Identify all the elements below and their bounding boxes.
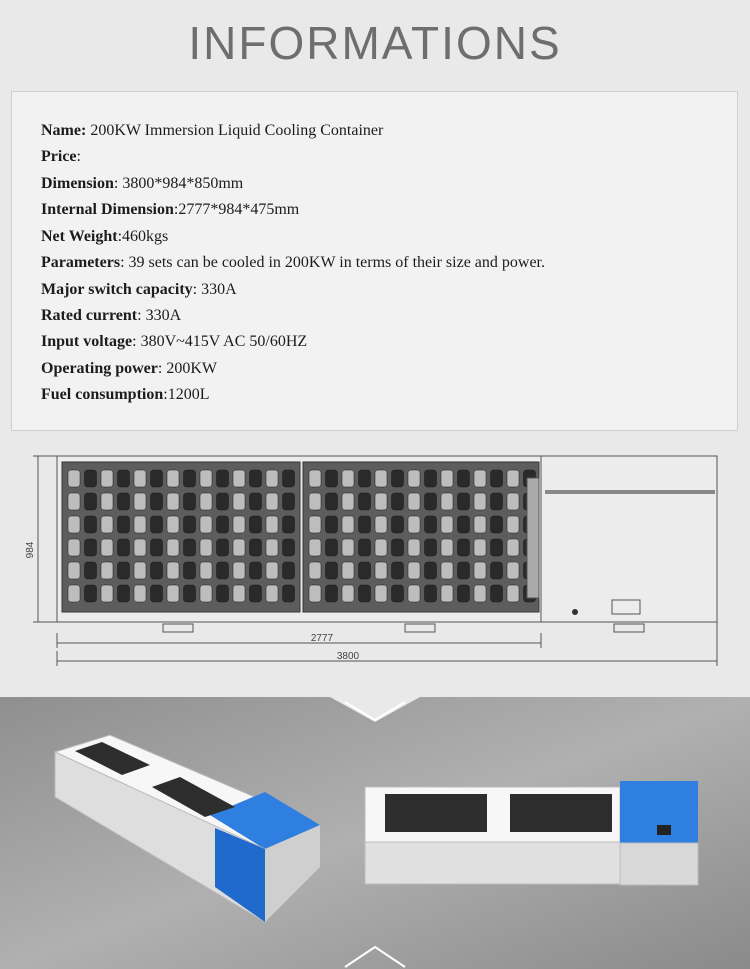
server-unit [375,470,387,487]
server-unit [68,493,80,510]
server-unit [85,516,97,533]
server-unit [309,562,321,579]
server-unit [184,470,196,487]
server-unit [507,516,519,533]
server-unit [101,562,113,579]
server-unit [441,562,453,579]
server-unit [184,516,196,533]
spec-operating-power: Operating power: 200KW [41,360,217,377]
server-unit [425,493,437,510]
drawing-svg [0,448,750,688]
server-unit [441,585,453,602]
server-unit [392,470,404,487]
server-unit [68,470,80,487]
height-label: 984 [25,541,36,559]
server-unit [474,539,486,556]
server-unit [425,516,437,533]
server-unit [458,493,470,510]
server-unit [167,516,179,533]
server-unit [342,470,354,487]
server-unit [250,539,262,556]
server-unit [85,493,97,510]
server-unit [68,585,80,602]
server-unit [507,539,519,556]
server-unit [233,585,245,602]
server-unit [68,539,80,556]
container-photo-front [365,781,698,885]
server-unit [441,493,453,510]
server-unit [425,562,437,579]
server-unit [458,470,470,487]
server-unit [507,562,519,579]
server-unit [359,562,371,579]
spec-fuel-consumption: Fuel consumption:1200L [41,386,210,403]
server-unit [233,562,245,579]
server-unit [342,585,354,602]
server-unit [217,585,229,602]
server-unit [167,539,179,556]
server-unit [458,562,470,579]
server-unit [151,539,163,556]
server-unit [474,585,486,602]
spec-name: Name: 200KW Immersion Liquid Cooling Container [41,122,384,139]
server-unit [250,516,262,533]
server-unit [441,470,453,487]
server-unit [309,539,321,556]
server-unit [408,493,420,510]
server-unit [375,539,387,556]
server-unit [101,539,113,556]
server-unit [283,516,295,533]
server-unit [375,585,387,602]
server-unit [283,585,295,602]
server-unit [217,539,229,556]
server-unit [266,539,278,556]
server-unit [359,585,371,602]
server-unit [458,585,470,602]
server-unit [392,539,404,556]
server-unit [425,585,437,602]
server-unit [266,562,278,579]
server-unit [408,516,420,533]
server-unit [359,539,371,556]
server-unit [85,562,97,579]
server-unit [151,585,163,602]
product-photos [0,697,750,969]
server-unit [217,516,229,533]
server-unit [507,585,519,602]
server-unit [134,493,146,510]
server-unit [151,562,163,579]
server-unit [408,470,420,487]
technical-drawing [0,448,750,688]
server-unit [151,516,163,533]
spec-major-switch: Major switch capacity: 330A [41,281,237,298]
server-unit [392,585,404,602]
server-unit [200,585,212,602]
server-unit [342,516,354,533]
server-unit [326,539,338,556]
server-unit [200,470,212,487]
server-unit [375,562,387,579]
server-unit [184,493,196,510]
server-unit [342,562,354,579]
page-title: INFORMATIONS [188,17,562,69]
server-unit [359,493,371,510]
server-unit [408,562,420,579]
server-unit [326,493,338,510]
server-unit [200,539,212,556]
spec-rated-current: Rated current: 330A [41,307,182,324]
server-unit [283,562,295,579]
spec-box [11,91,738,431]
server-unit [425,470,437,487]
server-unit [151,493,163,510]
spec-input-voltage: Input voltage: 380V~415V AC 50/60HZ [41,333,308,350]
server-unit [408,585,420,602]
server-unit [151,470,163,487]
server-unit [359,470,371,487]
server-unit [85,585,97,602]
server-unit [283,493,295,510]
server-unit [250,562,262,579]
server-unit [118,539,130,556]
server-unit [474,470,486,487]
total-length-label: 3800 [336,651,360,662]
server-unit [474,516,486,533]
server-unit [184,539,196,556]
server-unit [342,539,354,556]
server-unit [441,539,453,556]
server-unit [458,516,470,533]
server-unit [283,539,295,556]
server-unit [134,585,146,602]
server-unit [134,562,146,579]
server-unit [309,585,321,602]
server-unit [250,493,262,510]
server-unit [309,493,321,510]
server-unit [200,562,212,579]
server-unit [167,562,179,579]
server-unit [491,562,503,579]
server-unit [233,539,245,556]
server-unit [507,470,519,487]
right-compartment [303,462,539,612]
server-unit [200,493,212,510]
server-unit [309,470,321,487]
server-unit [118,562,130,579]
server-unit [266,516,278,533]
server-unit [118,516,130,533]
server-unit [425,539,437,556]
server-unit [134,539,146,556]
server-unit [375,493,387,510]
server-unit [408,539,420,556]
server-unit [491,585,503,602]
server-unit [250,585,262,602]
server-unit [491,470,503,487]
server-unit [474,562,486,579]
product-photos-svg [0,697,750,969]
server-unit [474,493,486,510]
server-unit [342,493,354,510]
left-compartment [62,462,300,612]
server-unit [266,585,278,602]
server-unit [134,516,146,533]
spec-dimension: Dimension: 3800*984*850mm [41,175,244,192]
server-unit [118,585,130,602]
server-unit [326,516,338,533]
server-unit [392,516,404,533]
server-unit [392,493,404,510]
server-unit [134,470,146,487]
server-unit [458,539,470,556]
server-unit [68,562,80,579]
server-unit [233,493,245,510]
server-unit [118,470,130,487]
server-unit [217,493,229,510]
server-unit [375,516,387,533]
server-unit [167,470,179,487]
spec-parameters: Parameters: 39 sets can be cooled in 200KW in terms of their size and power. [41,254,545,271]
server-unit [359,516,371,533]
server-unit [101,470,113,487]
server-unit [233,516,245,533]
server-unit [491,493,503,510]
internal-length-label: 2777 [310,633,334,644]
server-unit [184,562,196,579]
server-unit [68,516,80,533]
spec-internal-dimension: Internal Dimension:2777*984*475mm [41,201,300,218]
server-unit [217,470,229,487]
server-unit [326,470,338,487]
server-unit [200,516,212,533]
server-unit [266,470,278,487]
server-unit [491,539,503,556]
server-unit [85,539,97,556]
server-unit [250,470,262,487]
server-unit [309,516,321,533]
server-unit [326,585,338,602]
server-unit [441,516,453,533]
server-unit [217,562,229,579]
server-unit [507,493,519,510]
server-unit [118,493,130,510]
server-unit [101,493,113,510]
server-unit [233,470,245,487]
server-unit [392,562,404,579]
server-unit [184,585,196,602]
server-unit [101,585,113,602]
server-unit [266,493,278,510]
spec-net-weight: Net Weight:460kgs [41,228,169,245]
server-unit [491,516,503,533]
server-unit [326,562,338,579]
server-unit [85,470,97,487]
server-unit [167,493,179,510]
server-unit [101,516,113,533]
server-unit [283,470,295,487]
server-unit [167,585,179,602]
spec-price: Price: [41,148,81,165]
